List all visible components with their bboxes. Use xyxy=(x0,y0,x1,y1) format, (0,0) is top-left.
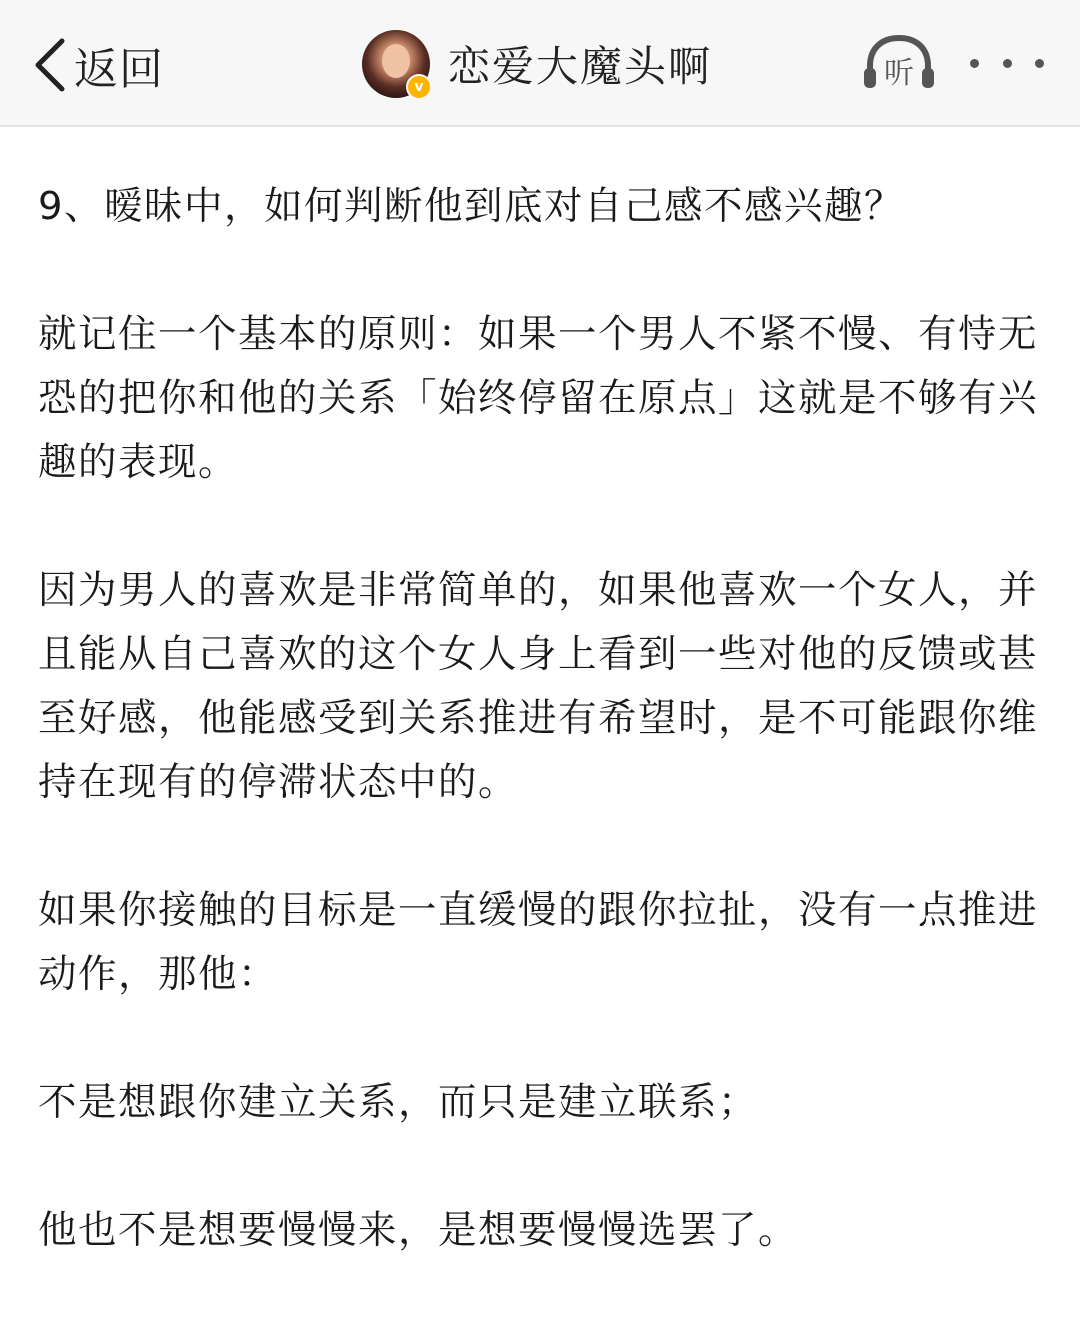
article-body xyxy=(38,175,1048,1327)
listen-label: 听 xyxy=(884,56,914,91)
avatar-face xyxy=(382,44,410,78)
article-paragraph: 他也不是想要慢慢来，是想要慢慢选罢了。 xyxy=(38,1208,799,1253)
article-paragraph: 因为男人的喜欢是非常简单的，如果他喜欢一个女人，并且能从自己喜欢的这个女人身上看到一些对他的反馈或甚至好感，他能感受到关系推进有希望时，是不可能跟你维持在现有的停滞状态中的。 xyxy=(38,568,1039,805)
more-dot-icon xyxy=(970,59,979,68)
back-label: 返回 xyxy=(74,44,164,95)
more-dot-icon xyxy=(1035,59,1044,68)
article-paragraph: 如果你接触的目标是一直缓慢的跟你拉扯，没有一点推进动作，那他： xyxy=(38,888,1039,997)
back-button[interactable] xyxy=(30,30,164,100)
author-name[interactable]: 恋爱大魔头啊 xyxy=(448,42,713,91)
article-paragraph: 9、暧昧中，如何判断他到底对自己感不感兴趣？ xyxy=(38,184,904,229)
more-dot-icon xyxy=(1003,59,1012,68)
avatar[interactable] xyxy=(362,30,430,98)
article-paragraph: 不是想跟你建立关系，而只是建立联系； xyxy=(38,1080,759,1125)
more-options-button[interactable] xyxy=(970,48,1044,78)
chevron-left-icon xyxy=(30,35,68,95)
listen-button[interactable] xyxy=(862,32,936,92)
article-paragraph: 就记住一个基本的原则：如果一个男人不紧不慢、有恃无恐的把你和他的关系「始终停留在原点」这就是不够有兴趣的表现。 xyxy=(38,312,1039,485)
author-profile[interactable] xyxy=(362,28,712,100)
top-navigation-bar xyxy=(0,0,1080,127)
verified-badge-icon: v xyxy=(406,74,432,100)
